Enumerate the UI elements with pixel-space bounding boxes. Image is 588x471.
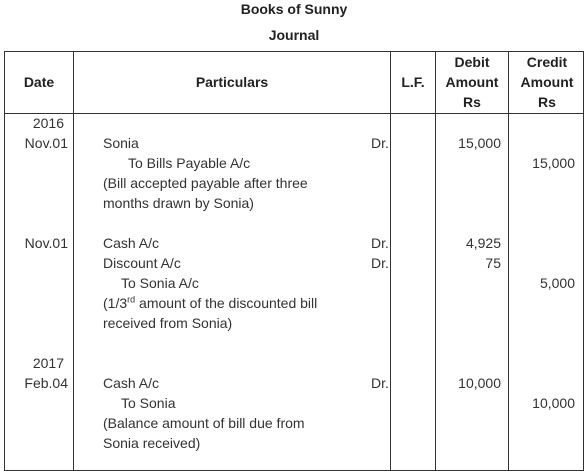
entry1-debit-amount: 15,000 [458, 135, 501, 151]
entry3-date: Feb.04 [24, 375, 68, 391]
entry1-date: Nov.01 [24, 135, 68, 151]
header-credit-line1: Credit [526, 54, 568, 70]
header-divider [5, 113, 583, 114]
entry3-year: 2017 [32, 355, 64, 371]
header-debit [436, 52, 508, 112]
header-credit-line3: Rs [538, 94, 556, 110]
entry2-narration-line2: received from Sonia) [103, 315, 233, 331]
entry1-year: 2016 [32, 115, 64, 131]
column-divider-particulars [390, 52, 391, 470]
entry2-debit-amount-1: 4,925 [465, 235, 501, 251]
entry2-credit-account: To Sonia A/c [121, 275, 199, 291]
entry2-debit-account-2: Discount A/c [103, 255, 181, 271]
entry2-dr-marker-2: Dr. [371, 255, 389, 271]
entry3-credit-account: To Sonia [121, 395, 176, 411]
entry2-debit-amount-2: 75 [485, 255, 501, 271]
header-debit-line2: Amount [445, 74, 499, 90]
entry1-credit-account: To Bills Payable A/c [128, 155, 251, 171]
header-credit [509, 52, 585, 112]
header-lf: L.F. [401, 74, 425, 90]
entry3-credit-amount: 10,000 [532, 395, 575, 411]
entry1-credit-amount: 15,000 [532, 155, 575, 171]
entry3-debit-account: Cash A/c [103, 375, 160, 391]
entry3-narration-line1: (Balance amount of bill due from [103, 415, 305, 431]
header-debit-line1: Debit [454, 54, 490, 70]
header-debit-line3: Rs [463, 94, 481, 110]
entry1-dr-marker: Dr. [371, 135, 389, 151]
column-divider-debit [508, 52, 509, 470]
header-credit-line2: Amount [520, 74, 574, 90]
header-date: Date [23, 74, 55, 90]
entry1-narration-line2: months drawn by Sonia) [103, 195, 254, 211]
entry2-credit-amount: 5,000 [539, 275, 575, 291]
entry3-dr-marker: Dr. [371, 375, 389, 391]
entry2-date: Nov.01 [24, 235, 68, 251]
column-divider-date [73, 52, 74, 470]
entry2-narration-fraction: (1/3 [103, 295, 128, 311]
journal-title: Journal [268, 27, 320, 43]
book-title: Books of Sunny [240, 1, 348, 17]
entry1-debit-account: Sonia [103, 135, 139, 151]
header-particulars: Particulars [195, 74, 269, 90]
journal-table [4, 51, 584, 471]
entry1-narration-line1: (Bill accepted payable after three [103, 175, 308, 191]
entry2-narration-line1 [103, 293, 317, 313]
entry2-narration-rest: amount of the discounted bill [135, 295, 318, 311]
entry3-narration-line2: Sonia received) [103, 435, 201, 451]
column-divider-lf [435, 52, 436, 470]
entry2-debit-account-1: Cash A/c [103, 235, 160, 251]
entry2-narration-superscript: rd [127, 294, 136, 305]
entry3-debit-amount: 10,000 [458, 375, 501, 391]
entry2-dr-marker-1: Dr. [371, 235, 389, 251]
